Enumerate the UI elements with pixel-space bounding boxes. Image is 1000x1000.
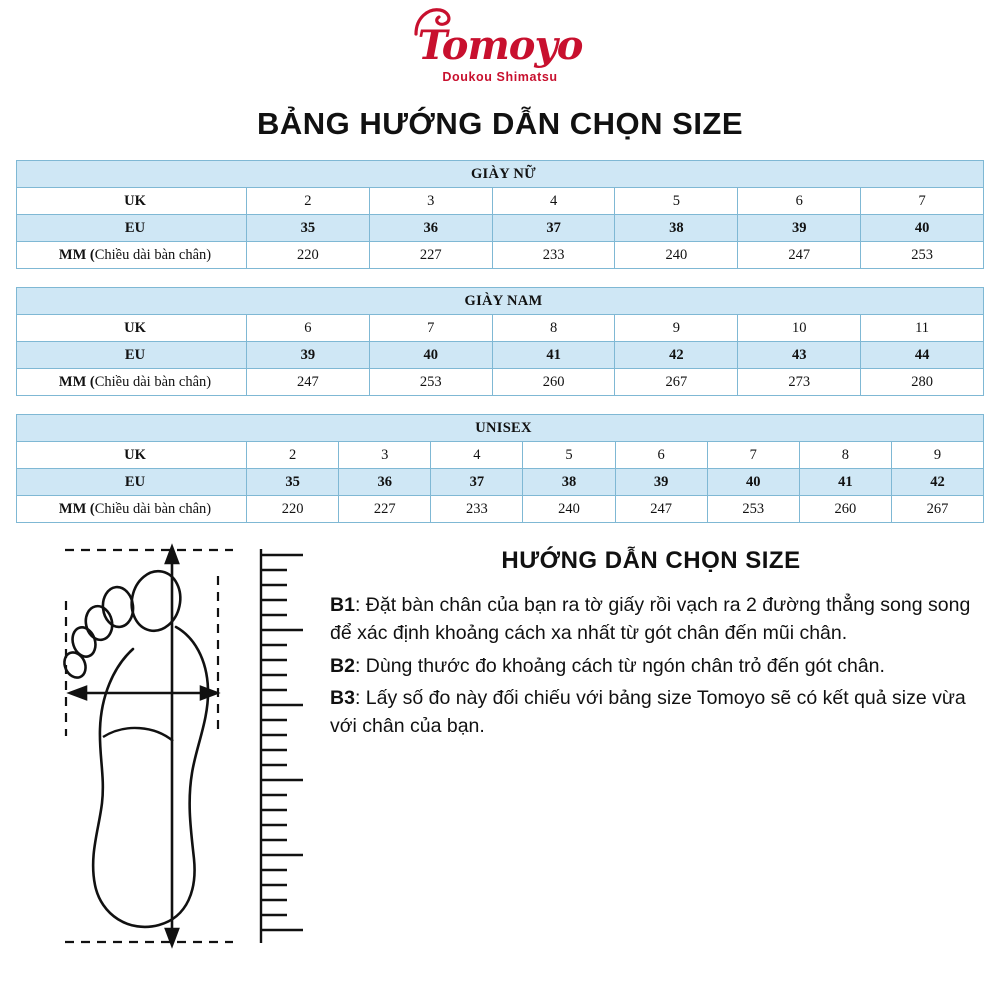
section-title: GIÀY NỮ [17, 161, 984, 188]
cell: 39 [615, 469, 707, 496]
table-row [17, 442, 984, 469]
table-row [17, 188, 984, 215]
cell: 35 [247, 469, 339, 496]
cell: 247 [247, 369, 370, 396]
cell: 227 [339, 496, 431, 523]
section-title: GIÀY NAM [17, 288, 984, 315]
row-label: EU [17, 215, 247, 242]
cell: 2 [247, 442, 339, 469]
cell: 253 [369, 369, 492, 396]
table-row [17, 242, 984, 269]
cell: 220 [247, 496, 339, 523]
cell: 38 [615, 215, 738, 242]
cell: 260 [492, 369, 615, 396]
size-table-unisex [16, 414, 984, 523]
cell: 39 [247, 342, 370, 369]
guide-panel [330, 541, 1000, 744]
table-row [17, 342, 984, 369]
step-text: : Lấy số đo này đối chiếu với bảng size Tomoyo sẽ có kết quả size vừa với chân của bạn. [330, 686, 966, 738]
cell: 35 [247, 215, 370, 242]
cell: 6 [738, 188, 861, 215]
cell: 260 [799, 496, 891, 523]
row-label: EU [17, 342, 247, 369]
cell: 38 [523, 469, 615, 496]
cell: 44 [861, 342, 984, 369]
swirl-icon [412, 6, 456, 36]
cell: 40 [707, 469, 799, 496]
page-title: BẢNG HƯỚNG DẪN CHỌN SIZE [256, 106, 744, 141]
size-tables [16, 160, 984, 523]
cell: 8 [492, 315, 615, 342]
row-label: EU [17, 469, 247, 496]
step-label: B2 [330, 654, 355, 677]
cell: 8 [799, 442, 891, 469]
cell: 37 [492, 215, 615, 242]
instructions-section [0, 541, 1000, 956]
table-section-header [17, 161, 984, 188]
guide-title: HƯỚNG DẪN CHỌN SIZE [501, 547, 801, 574]
cell: 253 [861, 242, 984, 269]
cell: 36 [369, 215, 492, 242]
guide-step-b1 [330, 591, 982, 648]
cell: 3 [369, 188, 492, 215]
foot-measure-diagram [0, 541, 330, 956]
brand-name: Tomoyo [417, 22, 583, 69]
size-table-women [16, 160, 984, 269]
cell: 247 [615, 496, 707, 523]
cell: 9 [615, 315, 738, 342]
table-section-header [17, 415, 984, 442]
cell: 253 [707, 496, 799, 523]
cell: 4 [431, 442, 523, 469]
table-row [17, 215, 984, 242]
cell: 267 [615, 369, 738, 396]
section-title: UNISEX [17, 415, 984, 442]
cell: 4 [492, 188, 615, 215]
guide-step-b2 [330, 652, 982, 680]
table-row [17, 496, 984, 523]
cell: 7 [861, 188, 984, 215]
brand-logo [0, 0, 1000, 84]
step-text: : Dùng thước đo khoảng cách từ ngón chân trỏ đến gót chân. [354, 654, 885, 677]
cell: 36 [339, 469, 431, 496]
brand-name-wrap [417, 22, 583, 69]
cell: 40 [369, 342, 492, 369]
brand-tagline: Doukou Shimatsu [442, 70, 558, 84]
cell: 43 [738, 342, 861, 369]
cell: 267 [891, 496, 983, 523]
cell: 7 [707, 442, 799, 469]
guide-step-b3 [330, 684, 982, 741]
size-table-men [16, 287, 984, 396]
cell: 273 [738, 369, 861, 396]
cell: 9 [891, 442, 983, 469]
row-label: MM (Chiều dài bàn chân) [17, 242, 247, 269]
cell: 41 [492, 342, 615, 369]
cell: 233 [492, 242, 615, 269]
cell: 3 [339, 442, 431, 469]
table-row [17, 469, 984, 496]
cell: 2 [247, 188, 370, 215]
table-section-header [17, 288, 984, 315]
cell: 233 [431, 496, 523, 523]
cell: 247 [738, 242, 861, 269]
step-text: : Đặt bàn chân của bạn ra tờ giấy rồi vạch ra 2 đường thẳng song song để xác định khoảng cách xa nhất từ gót chân đến mũi chân. [330, 594, 971, 645]
cell: 227 [369, 242, 492, 269]
cell: 240 [615, 242, 738, 269]
row-label: MM (Chiều dài bàn chân) [17, 369, 247, 396]
row-label: UK [17, 315, 247, 342]
table-row [17, 315, 984, 342]
cell: 11 [861, 315, 984, 342]
row-label: MM (Chiều dài bàn chân) [17, 496, 247, 523]
cell: 41 [799, 469, 891, 496]
cell: 37 [431, 469, 523, 496]
cell: 5 [523, 442, 615, 469]
step-label: B3 [330, 686, 355, 709]
cell: 42 [891, 469, 983, 496]
cell: 10 [738, 315, 861, 342]
cell: 220 [247, 242, 370, 269]
row-label: UK [17, 442, 247, 469]
cell: 7 [369, 315, 492, 342]
cell: 42 [615, 342, 738, 369]
cell: 39 [738, 215, 861, 242]
cell: 240 [523, 496, 615, 523]
table-row [17, 369, 984, 396]
row-label: UK [17, 188, 247, 215]
cell: 6 [247, 315, 370, 342]
cell: 40 [861, 215, 984, 242]
step-label: B1 [330, 594, 355, 616]
foot-diagram-svg [55, 541, 325, 951]
cell: 6 [615, 442, 707, 469]
cell: 5 [615, 188, 738, 215]
cell: 280 [861, 369, 984, 396]
